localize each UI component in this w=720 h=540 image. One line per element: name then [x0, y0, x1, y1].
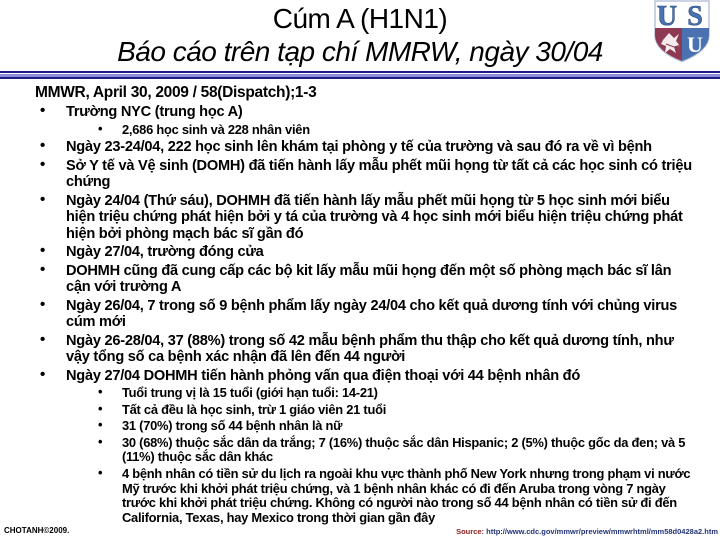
- sub-bullet-item: • 2,686 học sinh và 228 nhân viên: [35, 123, 698, 138]
- svg-text:U: U: [656, 1, 678, 32]
- author-credit: CHOTANH©2009.: [4, 526, 70, 535]
- bullet-item: • Ngày 23-24/04, 222 học sinh lên khám tại phòng y tế của trường và sau đó ra về vì bệnh: [35, 139, 698, 156]
- slide-title: Cúm A (H1N1): [272, 3, 448, 34]
- slide-subtitle: Báo cáo trên tạp chí MMRW, ngày 30/04: [117, 36, 603, 67]
- mmwr-reference: MMWR, April 30, 2009 / 58(Dispatch);1-3: [35, 84, 317, 101]
- bullet-item: • DOHMH cũng đã cung cấp các bộ kit lấy mẫu mũi họng đến một số phòng mạch bác sĩ lân cận với trường A: [35, 263, 698, 296]
- bullet-list: [35, 104, 698, 525]
- sub-bullet-item: • Tuổi trung vị là 15 tuổi (giới hạn tuổi: 14-21): [35, 386, 698, 401]
- bullet-item: • Ngày 26-28/04, 37 (88%) trong số 42 mẫu bệnh phẩm thu thập cho kết quả dương tính, như vậy tổng số ca bệnh xác nhận đã lên đến 44 người: [35, 333, 698, 366]
- bullet-item: • Sở Y tế và Vệ sinh (DOMH) đã tiến hành lấy mẫu phết mũi họng từ tất cả các học sinh có triệu chứng: [35, 158, 698, 191]
- title-divider: [0, 71, 720, 79]
- slide-body: [0, 79, 720, 531]
- slide-header: [0, 0, 720, 71]
- bullet-item: • Ngày 27/04, trường đóng cửa: [35, 244, 698, 261]
- source-url: http://www.cdc.gov/mmwr/preview/mmwrhtml/mm58d0428a2.htm: [486, 527, 718, 536]
- title-block: [0, 0, 720, 68]
- svg-text:U: U: [687, 32, 703, 57]
- svg-text:S: S: [687, 1, 703, 32]
- bullet-item: • Ngày 26/04, 7 trong số 9 bệnh phẩm lấy ngày 24/04 cho kết quả dương tính với chủng virus cúm mới: [35, 298, 698, 331]
- sub-bullet-item: • Tất cả đều là học sinh, trừ 1 giáo viên 21 tuổi: [35, 403, 698, 418]
- sub-bullet-item: • 4 bệnh nhân có tiền sử du lịch ra ngoài khu vực thành phố New York nhưng trong phạm vi nước Mỹ trước khi khởi phát triệu chứng, và 1 bệnh nhân khác có đi đến Aruba trong vòng 7 ngày trước khi khởi phát triệu chứng. Không có người nào trong số 44 bệnh nhân có tiền sử đi đến California, Texas, hay Mexico trong thời gian gần đây: [35, 467, 698, 525]
- university-shield-logo-icon: [653, 0, 711, 63]
- sub-bullet-item: • 31 (70%) trong số 44 bệnh nhân là nữ: [35, 419, 698, 434]
- bullet-item: • Ngày 27/04 DOHMH tiến hành phỏng vấn qua điện thoại với 44 bệnh nhân đó: [35, 368, 698, 385]
- source-label: Source:: [456, 527, 485, 536]
- bullet-item: • Trường NYC (trung học A): [35, 104, 698, 121]
- bullet-item: • Ngày 24/04 (Thứ sáu), DOHMH đã tiến hành lấy mẫu phết mũi họng từ 5 học sinh mới biểu hiện triệu chứng phát hiện bởi y tá của trường và 4 học sinh mới biểu hiện triệu chứng phát hiện bởi phòng mạch bác sĩ gần đó: [35, 193, 698, 243]
- source-citation: [456, 527, 718, 536]
- sub-bullet-item: • 30 (68%) thuộc sắc dân da trắng; 7 (16%) thuộc sắc dân Hispanic; 2 (5%) thuộc gốc da đen; và 5 (11%) thuộc sắc dân khác: [35, 436, 698, 465]
